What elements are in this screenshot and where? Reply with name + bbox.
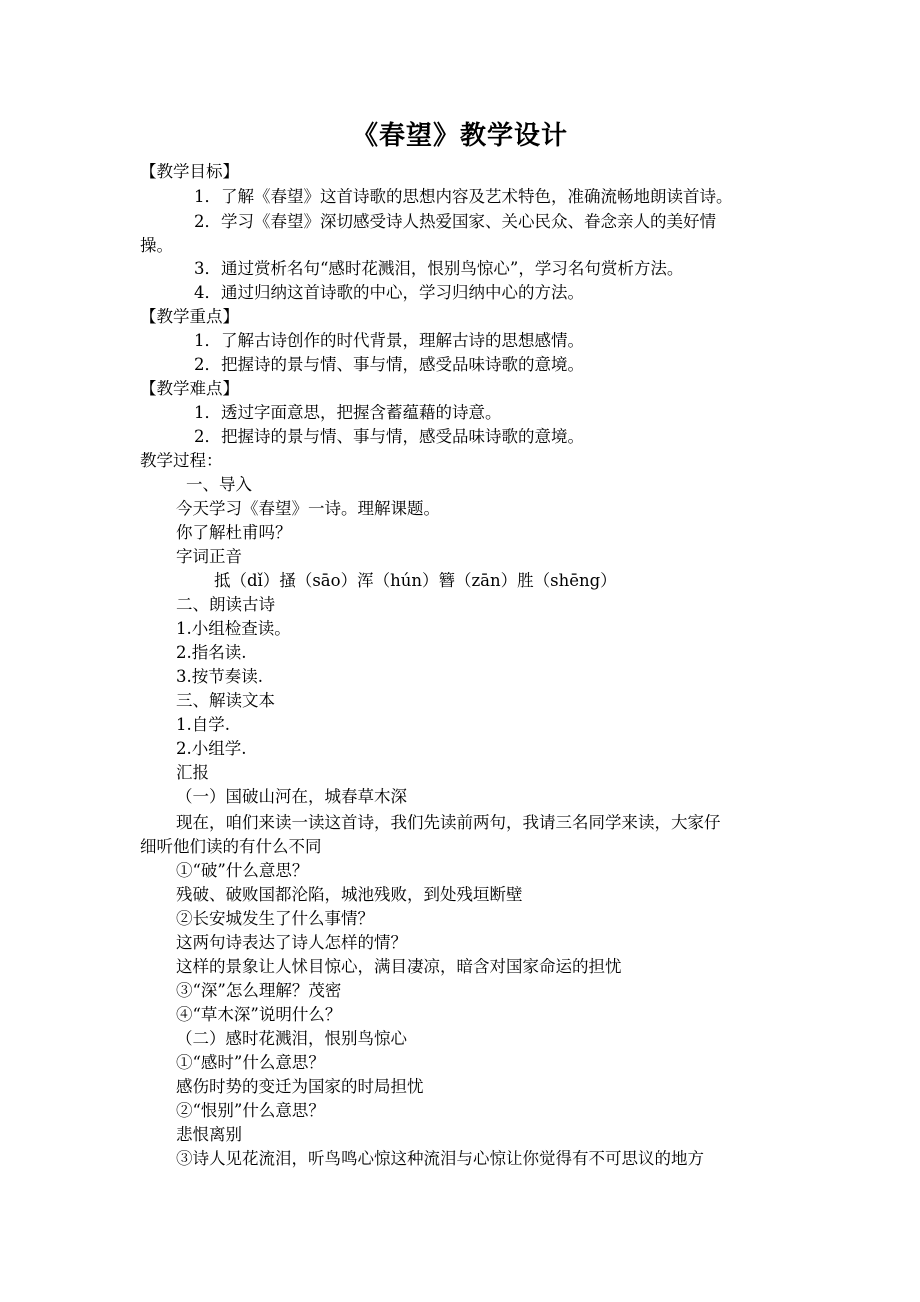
subsection-heading-2: （二）感时花溅泪，恨别鸟惊心 (176, 1029, 407, 1048)
subsection-heading-1: （一）国破山河在，城春草木深 (176, 787, 407, 806)
process-line: 1.自学. (176, 715, 230, 734)
key-point-item-2: 2．把握诗的景与情、事与情，感受品味诗歌的意境。 (194, 355, 584, 374)
key-point-item-1: 1．了解古诗创作的时代背景，理解古诗的思想感情。 (194, 331, 584, 350)
process-line: 感伤时势的变迁为国家的时局担忧 (176, 1077, 424, 1096)
difficulty-item-2: 2．把握诗的景与情、事与情，感受品味诗歌的意境。 (194, 427, 584, 446)
pronunciation-line: 抵（dǐ）搔（sāo）浑（hún）簪（zān）胜（shēng） (214, 571, 617, 590)
process-line: 1.小组检查读。 (176, 619, 291, 638)
process-line: 这样的景象让人怵目惊心，满目凄凉，暗含对国家命运的担忧 (176, 957, 622, 976)
process-line: 3.按节奏读. (176, 667, 263, 686)
objective-item-4: 4．通过归纳这首诗歌的中心，学习归纳中心的方法。 (194, 283, 584, 302)
question-line: ④“草木深”说明什么？ (176, 1005, 342, 1024)
process-line: 2.指名读. (176, 643, 247, 662)
difficulty-item-1: 1．透过字面意思，把握含蓄蕴藉的诗意。 (194, 403, 502, 422)
process-line: 这两句诗表达了诗人怎样的情？ (176, 933, 407, 952)
key-points-heading: 【教学重点】 (140, 307, 239, 326)
question-line: ②长安城发生了什么事情？ (176, 909, 374, 928)
question-line: ①“感时”什么意思？ (176, 1053, 325, 1072)
section-reading-heading: 二、朗读古诗 (176, 595, 275, 614)
section-interpret-heading: 三、解读文本 (176, 691, 275, 710)
process-line: 悲恨离别 (176, 1125, 242, 1144)
objective-item-2: 2．学习《春望》深切感受诗人热爱国家、关心民众、眷念亲人的美好情 (194, 212, 716, 231)
section-intro-heading: 一、导入 (186, 475, 252, 494)
document-title: 《春望》教学设计 (351, 121, 568, 151)
process-line: 2.小组学. (176, 739, 247, 758)
process-line-continued: 细听他们读的有什么不同 (140, 837, 322, 856)
objective-item-2-continued: 操。 (140, 236, 173, 255)
question-line: ②“恨别”什么意思？ (176, 1101, 325, 1120)
process-line: 字词正音 (176, 547, 242, 566)
objective-item-1: 1．了解《春望》这首诗歌的思想内容及艺术特色，准确流畅地朗读首诗。 (194, 187, 733, 206)
difficulties-heading: 【教学难点】 (140, 379, 239, 398)
process-line: 汇报 (176, 763, 209, 782)
process-line: 现在，咱们来读一读这首诗，我们先读前两句，我请三名同学来读，大家仔 (176, 813, 721, 832)
question-line: ③诗人见花流泪，听鸟鸣心惊这种流泪与心惊让你觉得有不可思议的地方 (176, 1149, 704, 1168)
question-line: ①“破”什么意思？ (176, 861, 309, 880)
question-line: ③“深”怎么理解？茂密 (176, 981, 342, 1000)
process-line: 今天学习《春望》一诗。理解课题。 (176, 499, 440, 518)
objectives-heading: 【教学目标】 (140, 162, 239, 181)
process-line: 你了解杜甫吗？ (176, 523, 292, 542)
objective-item-3: 3．通过赏析名句“感时花溅泪，恨别鸟惊心”，学习名句赏析方法。 (194, 259, 684, 278)
process-heading: 教学过程： (140, 451, 223, 470)
process-line: 残破、破败国都沦陷，城池残败，到处残垣断壁 (176, 885, 523, 904)
